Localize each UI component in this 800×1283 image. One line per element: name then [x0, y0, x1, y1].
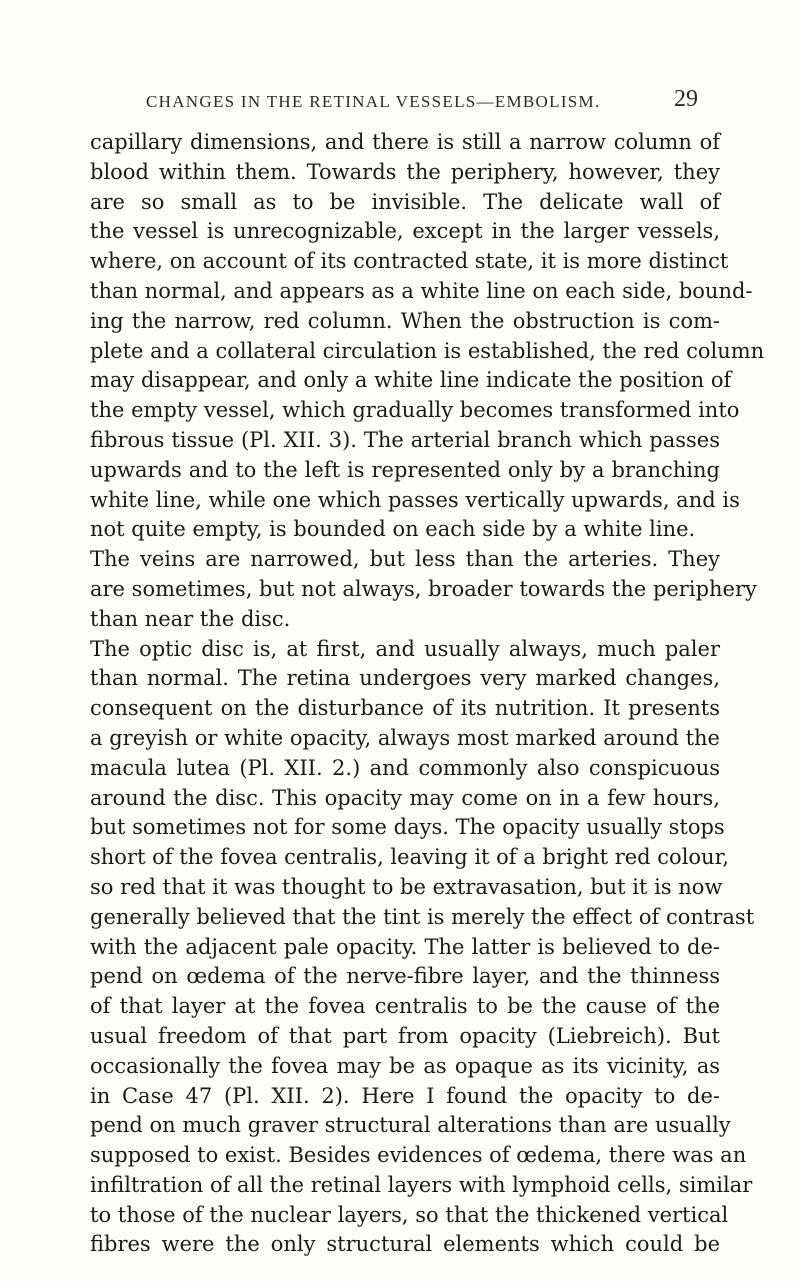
text-line: fibrous tissue (Pl. XII. 3). The arterial branch which passes: [90, 427, 720, 452]
text-line: pend on œdema of the nerve-fibre layer, and the thinness: [90, 964, 720, 989]
text-line: supposed to exist. Besides evidences of œdema, there was an: [90, 1143, 747, 1168]
body-text: [90, 128, 765, 1260]
text-line: may disappear, and only a white line indicate the position of: [90, 368, 732, 393]
text-line: with the adjacent pale opacity. The latter is believed to de-: [90, 934, 720, 959]
text-line: fibres were the only structural elements which could be: [90, 1232, 720, 1257]
text-line: generally believed that the tint is merely the effect of contrast: [90, 904, 755, 929]
text-line: The optic disc is, at first, and usually always, much paler: [90, 636, 720, 661]
text-line: a greyish or white opacity, always most marked around the: [90, 725, 720, 750]
text-line: but sometimes not for some days. The opacity usually stops: [90, 815, 725, 840]
text-line: than normal, and appears as a white line on each side, bound-: [90, 278, 753, 303]
text-line: macula lutea (Pl. XII. 2.) and commonly also conspicuous: [90, 755, 720, 780]
text-line: so red that it was thought to be extravasation, but it is now: [90, 874, 723, 899]
text-line: short of the fovea centralis, leaving it of a bright red colour,: [90, 845, 729, 870]
text-line: upwards and to the left is represented only by a branching: [90, 457, 720, 482]
running-head: CHANGES IN THE RETINAL VESSELS—EMBOLISM.: [146, 92, 601, 111]
text-line: where, on account of its contracted state, it is more distinct: [90, 249, 729, 274]
text-line: than normal. The retina undergoes very marked changes,: [90, 666, 720, 691]
text-line: The veins are narrowed, but less than the arteries. They: [90, 547, 720, 572]
text-line: infiltration of all the retinal layers with lymphoid cells, similar: [90, 1172, 753, 1197]
text-line: to those of the nuclear layers, so that the thickened vertical: [90, 1202, 729, 1227]
text-line: pend on much graver structural alterations than are usually: [90, 1113, 731, 1138]
text-line: of that layer at the fovea centralis to be the cause of the: [90, 994, 720, 1019]
text-line: blood within them. Towards the periphery, however, they: [90, 159, 720, 184]
text-line: the vessel is unrecognizable, except in the larger vessels,: [90, 219, 720, 244]
text-line: plete and a collateral circulation is established, the red column: [90, 338, 765, 363]
text-line: capillary dimensions, and there is still a narrow column of: [90, 130, 720, 154]
text-line: are sometimes, but not always, broader towards the periphery: [90, 576, 757, 601]
text-line: are so small as to be invisible. The delicate wall of: [90, 189, 720, 214]
text-line: consequent on the disturbance of its nutrition. It presents: [90, 696, 720, 721]
text-line: in Case 47 (Pl. XII. 2). Here I found the opacity to de-: [90, 1083, 720, 1108]
text-line: ing the narrow, red column. When the obstruction is com-: [90, 308, 720, 333]
text-line: occasionally the fovea may be as opaque as its vicinity, as: [90, 1053, 720, 1078]
page-number: 29: [674, 86, 698, 112]
text-line: usual freedom of that part from opacity (Liebreich). But: [90, 1023, 720, 1048]
text-line: not quite empty, is bounded on each side by a white line.: [90, 517, 696, 542]
text-line: white line, while one which passes vertically upwards, and is: [90, 487, 740, 512]
text-line: the empty vessel, which gradually becomes transformed into: [90, 398, 740, 423]
text-line: than near the disc.: [90, 606, 291, 631]
text-line: around the disc. This opacity may come on in a few hours,: [90, 785, 720, 810]
